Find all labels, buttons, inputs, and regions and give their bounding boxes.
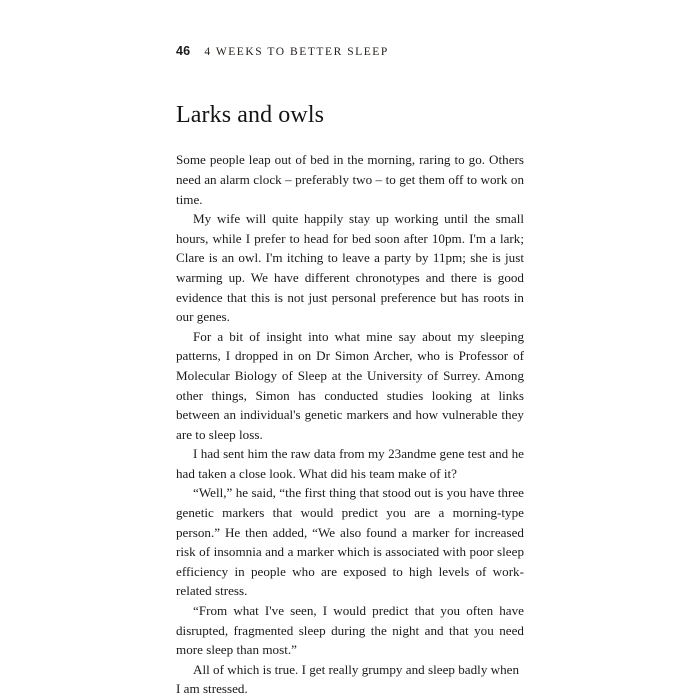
paragraph: I had sent him the raw data from my 23andme gene test and he had taken a close look. What did his team make of it? <box>176 446 524 481</box>
chapter-title: Larks and owls <box>176 102 325 128</box>
book-title: 4 WEEKS TO BETTER SLEEP <box>204 46 389 58</box>
paragraph: “From what I've seen, I would predict that you often have disrupted, fragmented sleep during the night and that you need more sleep than most.” <box>176 603 524 658</box>
running-head <box>176 44 524 60</box>
paragraph: My wife will quite happily stay up working until the small hours, while I prefer to head for bed soon after 10pm. I'm a lark; Clare is an owl. I'm itching to leave a party by 11pm; she is just warming up. We have different chronotypes and there is good evidence that this is not just personal preference but has roots in our genes. <box>176 211 524 325</box>
paragraph: All of which is true. I get really grumpy and sleep badly when I am stressed. <box>176 661 520 697</box>
paragraph: For a bit of insight into what mine say about my sleeping patterns, I dropped in on Dr Simon Archer, who is Professor of Molecular Biology of Sleep at the University of Surrey. Among other things, Simon has conducted studies looking at links between an individual's genetic markers and how vulnerable they are to sleep loss. <box>176 328 524 442</box>
paragraph: “Well,” he said, “the first thing that stood out is you have three genetic markers that would predict you are a morning-type person.” He then added, “We also found a marker for increased risk of insomnia and a marker which is associated with poor sleep efficiency in people who are exposed to high levels of work-related stress. <box>176 485 524 599</box>
paragraph: Some people leap out of bed in the morning, raring to go. Others need an alarm clock – preferably two – to get them off to work on time. <box>176 152 524 207</box>
text-column <box>176 44 524 699</box>
page-number: 46 <box>176 44 191 58</box>
